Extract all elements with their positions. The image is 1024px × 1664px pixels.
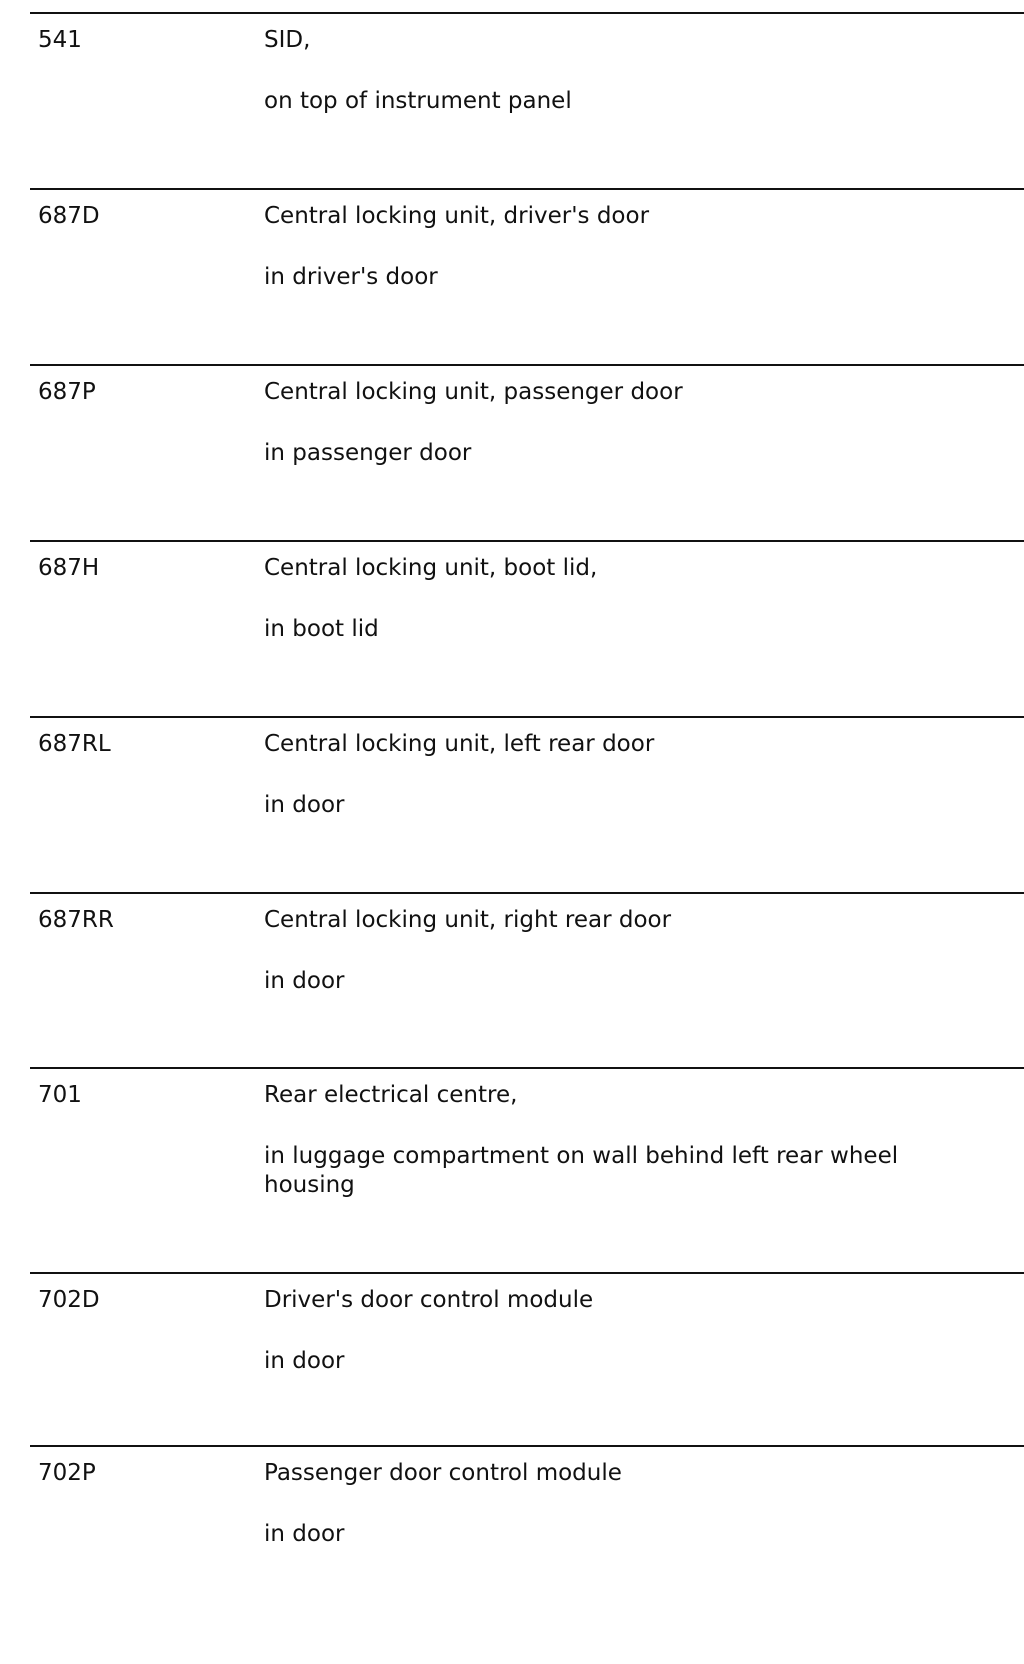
row-divider <box>30 364 1024 366</box>
component-location: in door <box>264 1521 345 1547</box>
row-divider <box>30 1445 1024 1447</box>
row-divider <box>30 12 1024 14</box>
component-location: in door <box>264 968 345 994</box>
row-divider <box>30 716 1024 718</box>
component-location: on top of instrument panel <box>264 88 572 114</box>
component-code: 687H <box>38 555 100 581</box>
component-title: SID, <box>264 27 311 53</box>
row-divider <box>30 1067 1024 1069</box>
component-title: Rear electrical centre, <box>264 1082 518 1108</box>
component-title: Central locking unit, left rear door <box>264 731 655 757</box>
component-title: Passenger door control module <box>264 1460 622 1486</box>
component-code: 687RL <box>38 731 111 757</box>
component-location: in luggage compartment on wall behind left rear wheel housing <box>264 1143 899 1198</box>
component-location: in driver's door <box>264 264 438 290</box>
row-divider <box>30 188 1024 190</box>
component-code: 541 <box>38 27 82 53</box>
component-code: 687RR <box>38 907 114 933</box>
component-location: in boot lid <box>264 616 379 642</box>
component-title: Central locking unit, right rear door <box>264 907 672 933</box>
component-title: Driver's door control module <box>264 1287 594 1313</box>
row-divider <box>30 540 1024 542</box>
component-code: 702D <box>38 1287 100 1313</box>
component-code: 702P <box>38 1460 96 1486</box>
component-title: Central locking unit, driver's door <box>264 203 650 229</box>
component-location: in passenger door <box>264 440 472 466</box>
component-location: in door <box>264 792 345 818</box>
component-title: Central locking unit, boot lid, <box>264 555 598 581</box>
component-location: in door <box>264 1348 345 1374</box>
row-divider <box>30 1272 1024 1274</box>
component-code: 701 <box>38 1082 82 1108</box>
component-title: Central locking unit, passenger door <box>264 379 683 405</box>
component-code: 687D <box>38 203 100 229</box>
row-divider <box>30 892 1024 894</box>
component-code: 687P <box>38 379 96 405</box>
